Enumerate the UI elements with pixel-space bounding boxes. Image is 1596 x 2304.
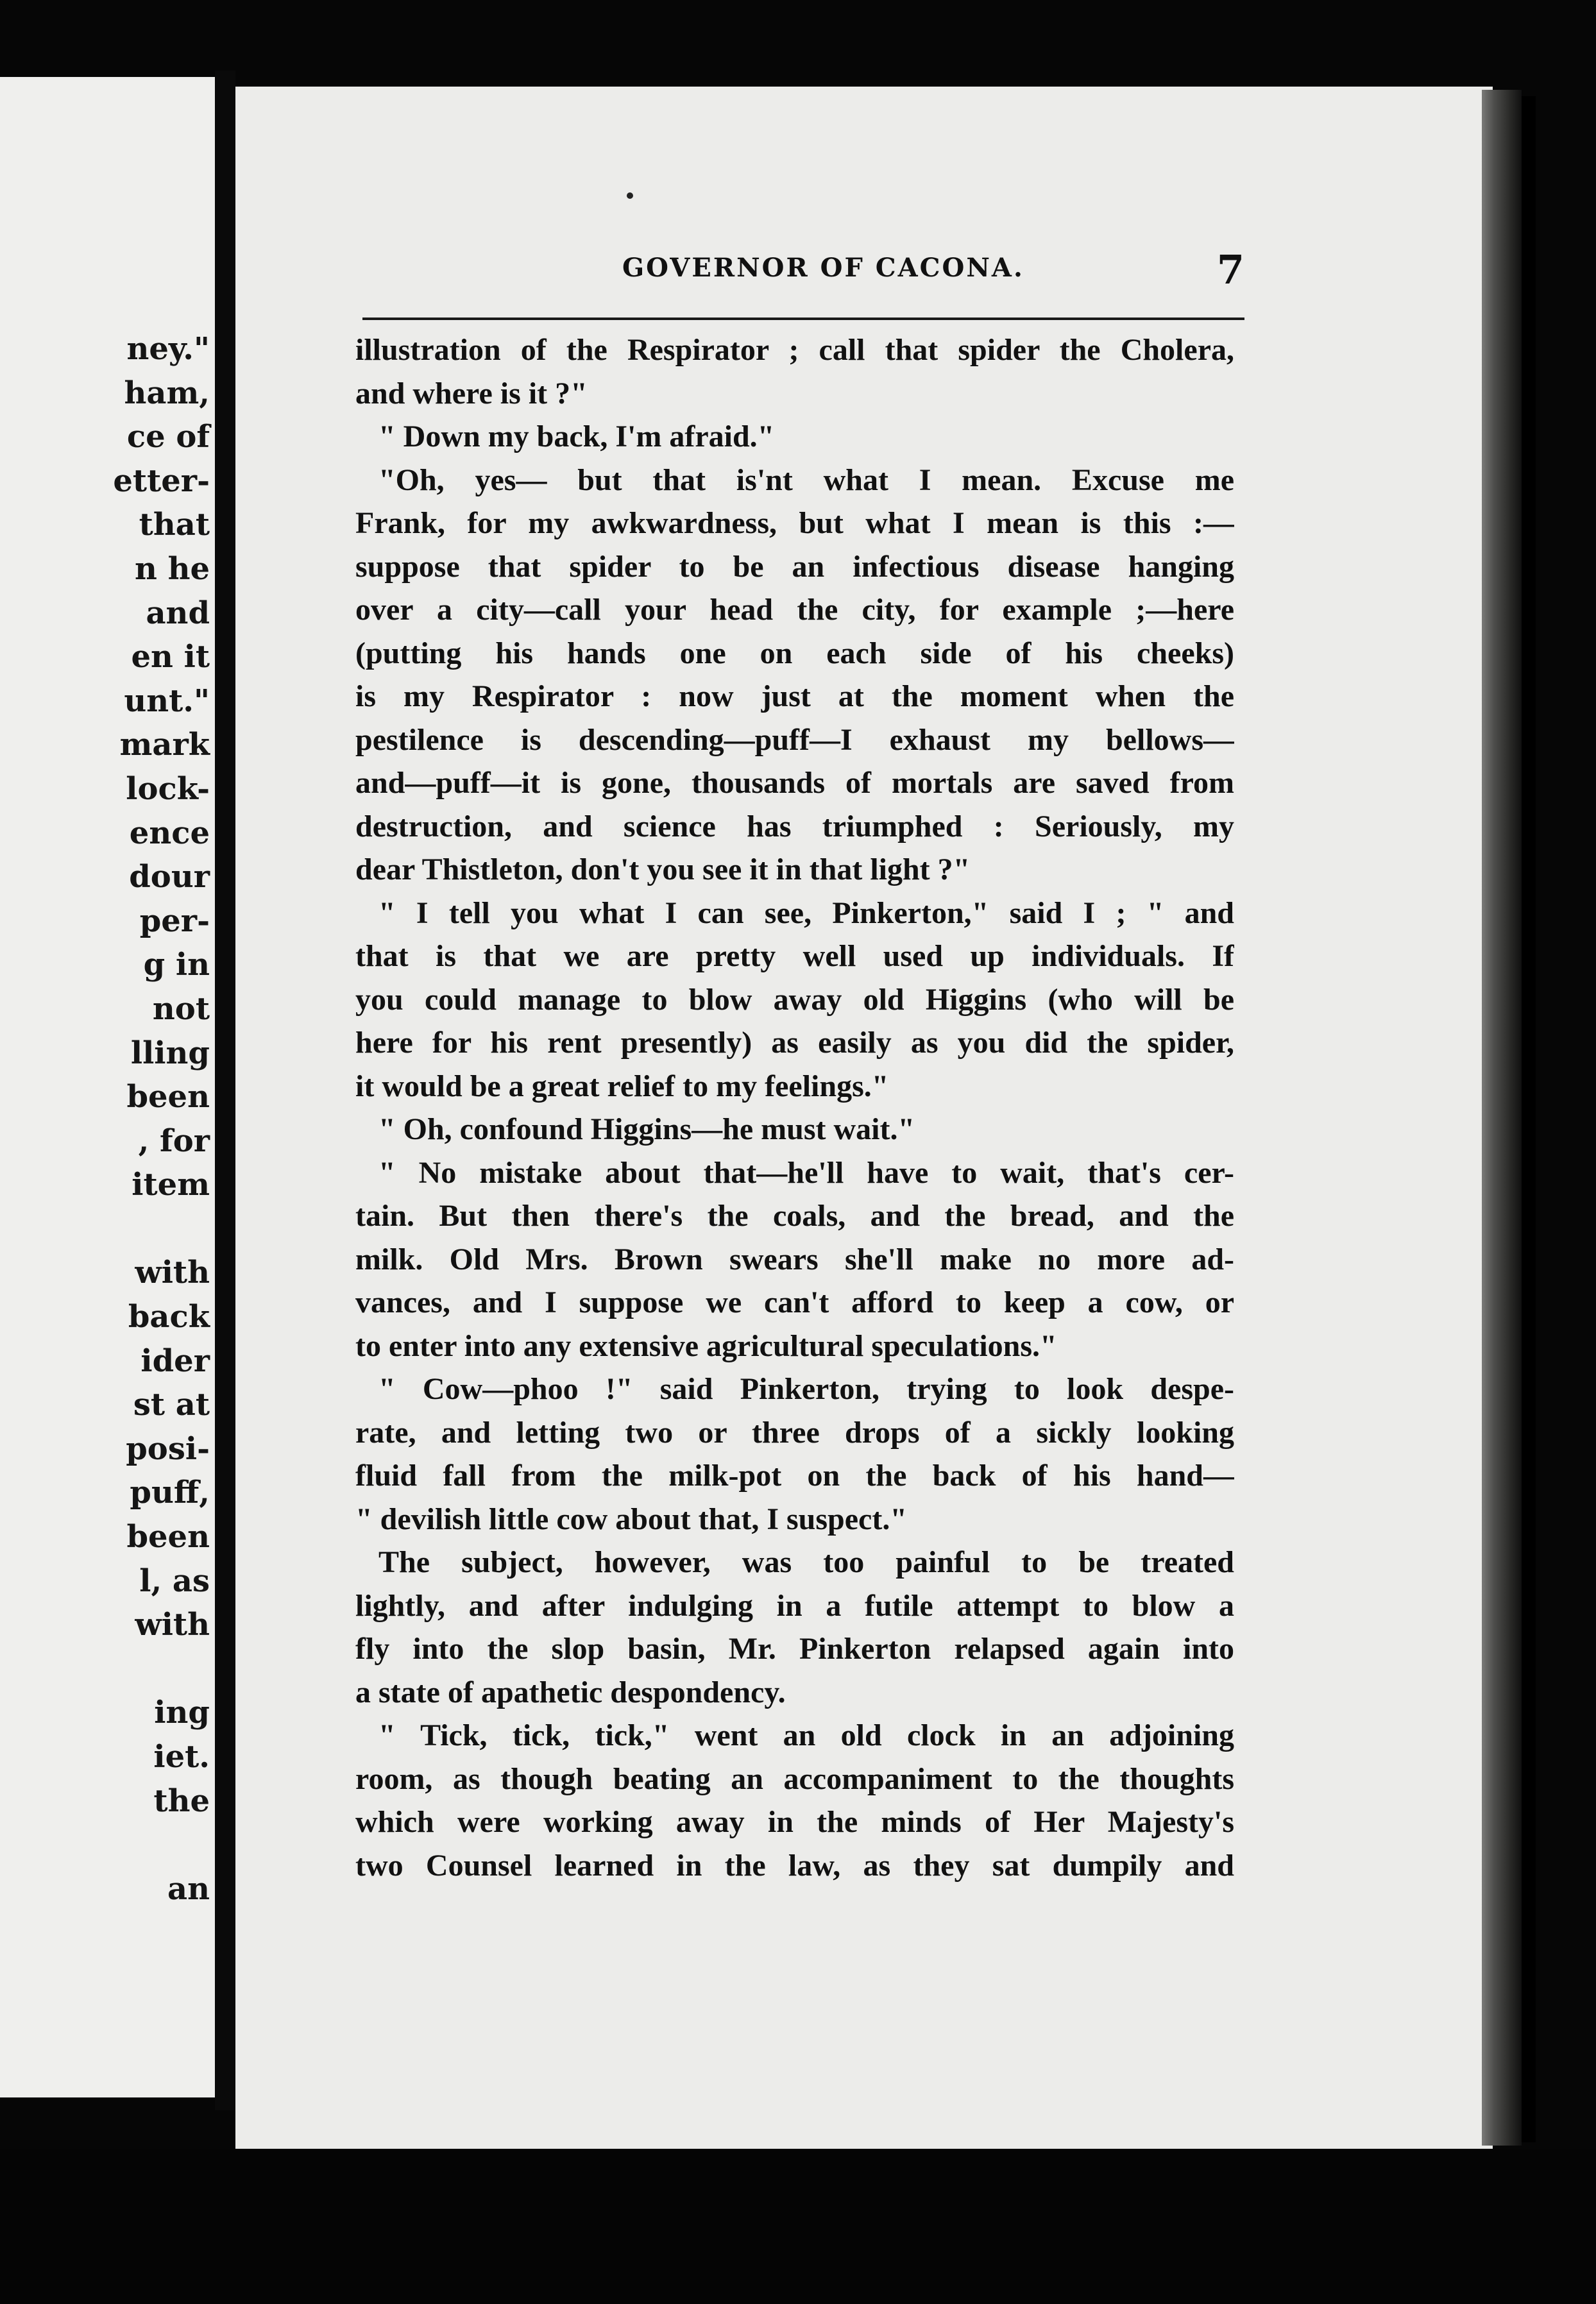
facing-page-line: been xyxy=(126,1519,210,1555)
text-line: is my Respirator : now just at the moment when the xyxy=(355,679,1234,713)
text-line: illustration of the Respirator ; call that spider the Cholera, xyxy=(355,333,1234,367)
text-line: to enter into any extensive agricultural speculations." xyxy=(355,1328,1057,1363)
body-text xyxy=(355,328,1234,1887)
facing-page-line: puff, xyxy=(130,1475,210,1511)
facing-page-line: ing xyxy=(154,1695,210,1731)
facing-page-line: l, as xyxy=(139,1563,210,1599)
facing-page-line: the xyxy=(153,1783,210,1819)
text-line: " Down my back, I'm afraid." xyxy=(378,419,775,453)
facing-page-line: that xyxy=(139,507,210,543)
facing-page-line: unt." xyxy=(124,682,210,719)
facing-page-line: etter- xyxy=(113,462,210,499)
text-line: (putting his hands one on each side of his cheeks) xyxy=(355,636,1234,670)
text-line: and where is it ?" xyxy=(355,376,588,411)
facing-page-line xyxy=(113,1647,210,1691)
page-number: 7 xyxy=(1216,246,1244,293)
ink-speck xyxy=(627,192,633,199)
facing-page-line: iet. xyxy=(153,1739,210,1775)
text-line: " Cow—phoo !" said Pinkerton, trying to look despe- xyxy=(378,1372,1234,1406)
running-head xyxy=(366,246,1244,301)
facing-page-line: an xyxy=(167,1870,210,1907)
text-line: destruction, and science has triumphed : Seriously, my xyxy=(355,809,1234,843)
facing-page-line: ham, xyxy=(124,375,210,411)
text-line: and—puff—it is gone, thousands of mortals are saved from xyxy=(355,766,1234,800)
facing-page-line: lling xyxy=(130,1035,210,1071)
text-line: "Oh, yes— but that is'nt what I mean. Excuse me xyxy=(378,462,1234,497)
facing-page-line: en it xyxy=(131,639,210,675)
text-line: that is that we are pretty well used up individuals. If xyxy=(355,939,1234,973)
text-line: vances, and I suppose we can't afford to keep a cow, or xyxy=(355,1285,1234,1319)
facing-page-line: lock- xyxy=(126,770,210,807)
facing-page-line: back xyxy=(128,1299,210,1335)
text-line: room, as though beating an accompaniment to the thoughts xyxy=(355,1761,1234,1796)
text-line: tain. But then there's the coals, and the bread, and the xyxy=(355,1199,1234,1233)
facing-page-line: g in xyxy=(143,947,210,983)
page-edge-shadow xyxy=(1482,90,1522,2146)
text-line: which were working away in the minds of Her Majesty's xyxy=(355,1805,1234,1839)
facing-page-line: ider xyxy=(140,1343,210,1379)
text-line: fluid fall from the milk-pot on the back of his hand— xyxy=(355,1459,1234,1493)
facing-page-line: posi- xyxy=(126,1430,210,1467)
facing-page xyxy=(0,77,215,2097)
text-line: milk. Old Mrs. Brown swears she'll make no more ad- xyxy=(355,1242,1234,1276)
text-line: a state of apathetic despondency. xyxy=(355,1675,786,1709)
text-line: " No mistake about that—he'll have to wait, that's cer- xyxy=(378,1155,1234,1190)
facing-page-line xyxy=(113,1823,210,1867)
facing-page-line: n he xyxy=(134,550,210,587)
text-line: " Oh, confound Higgins—he must wait." xyxy=(378,1112,915,1146)
text-line: over a city—call your head the city, for example ;—here xyxy=(355,593,1234,627)
facing-page-line: ence xyxy=(129,815,210,851)
facing-page-line: mark xyxy=(119,727,210,763)
facing-page-line: dour xyxy=(129,859,210,895)
text-line: " I tell you what I can see, Pinkerton," said I ; " and xyxy=(378,895,1234,930)
header-rule xyxy=(362,318,1244,320)
facing-page-line: been xyxy=(126,1079,210,1115)
facing-page-line xyxy=(113,1207,210,1251)
text-line: fly into the slop basin, Mr. Pinkerton relapsed again into xyxy=(355,1632,1234,1666)
facing-page-line: per- xyxy=(139,902,210,939)
text-line: pestilence is descending—puff—I exhaust my bellows— xyxy=(355,722,1234,757)
text-line: Frank, for my awkwardness, but what I mean is this :— xyxy=(355,506,1234,540)
text-line: suppose that spider to be an infectious disease hanging xyxy=(355,549,1234,584)
book-gutter xyxy=(215,71,235,2110)
page-edge-border xyxy=(1522,96,1536,2142)
facing-page-line: with xyxy=(135,1255,210,1291)
facing-page-line: ney." xyxy=(126,331,210,367)
text-line: dear Thistleton, don't you see it in that light ?" xyxy=(355,852,971,886)
facing-page-line: with xyxy=(135,1607,210,1643)
text-line: rate, and letting two or three drops of a sickly looking xyxy=(355,1415,1234,1450)
scan-border xyxy=(0,2149,1596,2304)
facing-page-line: item xyxy=(132,1167,210,1203)
facing-page-line: , for xyxy=(138,1122,210,1159)
facing-page-line: and xyxy=(146,595,210,631)
text-line: here for his rent presently) as easily as you did the spider, xyxy=(355,1026,1234,1060)
text-line: " Tick, tick, tick," went an old clock in an adjoining xyxy=(378,1718,1234,1752)
text-line: you could manage to blow away old Higgins (who will be xyxy=(355,982,1234,1017)
facing-page-line: st at xyxy=(133,1387,210,1423)
text-line: The subject, however, was too painful to be treated xyxy=(378,1545,1234,1579)
text-line: it would be a great relief to my feelings." xyxy=(355,1069,889,1103)
facing-page-line: ce of xyxy=(126,419,210,455)
facing-page-line: not xyxy=(152,990,210,1027)
text-line: two Counsel learned in the law, as they sat dumpily and xyxy=(355,1848,1234,1883)
text-line: lightly, and after indulging in a futile attempt to blow a xyxy=(355,1588,1234,1623)
running-title: GOVERNOR OF CACONA. xyxy=(622,253,1024,283)
text-line: " devilish little cow about that, I suspect." xyxy=(355,1502,907,1536)
facing-page-text xyxy=(113,327,210,1911)
